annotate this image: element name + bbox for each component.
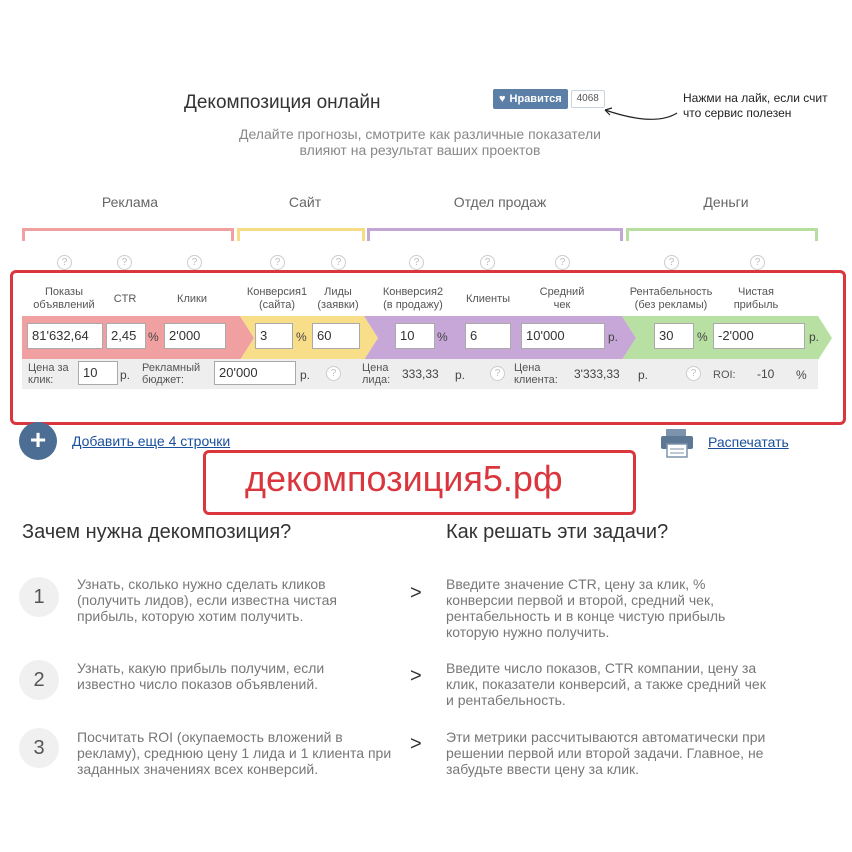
col-ctr: CTR — [113, 293, 137, 305]
help-icon[interactable]: ? — [480, 255, 495, 270]
cpc-label: Цена за клик: — [28, 362, 69, 386]
step-goal: Узнать, какую прибыль получим, если известно число показов объявлений. — [77, 660, 325, 692]
add-rows-icon[interactable]: + — [19, 422, 57, 460]
section-why-title: Зачем нужна декомпозиция? — [22, 521, 292, 543]
conv2-unit: % — [437, 330, 448, 344]
subtitle-line2: влияют на результат ваших проектов — [299, 142, 541, 158]
help-icon[interactable]: ? — [686, 366, 701, 381]
like-hint-line2: что сервис полезен — [683, 106, 792, 120]
like-widget[interactable] — [493, 89, 605, 109]
help-icon[interactable]: ? — [409, 255, 424, 270]
cpl-label: Цена лида: — [362, 362, 391, 386]
step-goal: Узнать, сколько нужно сделать кликов (получить лидов), если известна чистая прибыль, которую хотим получить. — [77, 576, 337, 624]
help-icon[interactable]: ? — [326, 366, 341, 381]
like-button[interactable] — [493, 89, 568, 109]
step-arrow: > — [410, 733, 422, 755]
like-hint-line1: Нажми на лайк, если счит — [683, 91, 828, 105]
group-label-money: Деньги — [703, 194, 749, 210]
clients-input[interactable]: 6 — [465, 323, 511, 349]
group-label-sales: Отдел продаж — [453, 194, 547, 210]
leads-input[interactable]: 60 — [312, 323, 360, 349]
heart-icon: ♥ — [499, 93, 506, 105]
step-goal: Посчитать ROI (окупаемость вложений в рекламу), среднюю цену 1 лида и 1 клиента при заданных значениях всех конверсий. — [77, 729, 392, 777]
cpl-value: 333,33 — [402, 367, 439, 381]
col-conv1: Конверсия1 (сайта) — [246, 286, 308, 311]
help-icon[interactable]: ? — [270, 255, 285, 270]
step-solution: Введите число показов, CTR компании, цену за клик, показатели конверсий, а также средний чек и рентабельность. — [446, 660, 766, 708]
bracket-ads — [22, 228, 234, 241]
like-count: 4068 — [571, 90, 605, 108]
ctr-input[interactable]: 2,45 — [106, 323, 146, 349]
bracket-sales — [367, 228, 623, 241]
step-solution: Введите значение CTR, цену за клик, % конверсии первой и второй, средний чек, рентабельность и в конце чистую прибыль которую нужно получить. — [446, 576, 726, 640]
col-net-profit: Чистая прибыль — [733, 286, 779, 311]
group-label-site: Сайт — [288, 194, 322, 210]
client-cost-label: Цена клиента: — [514, 362, 558, 386]
group-label-ads: Реклама — [101, 194, 159, 210]
step-number: 1 — [19, 577, 59, 617]
col-impressions: Показы объявлений — [33, 286, 95, 311]
help-icon[interactable]: ? — [750, 255, 765, 270]
col-avg-check: Средний чек — [539, 286, 585, 311]
step-solution: Эти метрики рассчитываются автоматически при решении первой или второй задачи. Главное, не забудьте ввести цену за клик. — [446, 729, 766, 777]
conv1-unit: % — [296, 330, 307, 344]
roi-unit: % — [796, 368, 807, 382]
cpc-input[interactable]: 10 — [78, 361, 118, 385]
help-icon[interactable]: ? — [117, 255, 132, 270]
section-how-title: Как решать эти задачи? — [446, 521, 669, 543]
impressions-input[interactable]: 81'632,64 — [27, 323, 103, 349]
help-icon[interactable]: ? — [57, 255, 72, 270]
budget-label: Рекламный бюджет: — [142, 362, 201, 386]
like-button-label: Нравится — [509, 93, 562, 105]
conv1-input[interactable]: 3 — [255, 323, 293, 349]
clicks-input[interactable]: 2'000 — [164, 323, 226, 349]
page-title: Декомпозиция онлайн — [184, 92, 381, 113]
subtitle-line1: Делайте прогнозы, смотрите как различные показатели — [239, 126, 601, 142]
step-arrow: > — [410, 582, 422, 604]
help-icon[interactable]: ? — [555, 255, 570, 270]
help-icon[interactable]: ? — [490, 366, 505, 381]
budget-unit: р. — [300, 368, 311, 382]
net-profit-unit: р. — [809, 330, 820, 344]
client-cost-unit: р. — [638, 368, 649, 382]
step-number: 2 — [19, 660, 59, 700]
help-icon[interactable]: ? — [187, 255, 202, 270]
print-link[interactable]: Распечатать — [708, 434, 789, 450]
conv2-input[interactable]: 10 — [395, 323, 435, 349]
step-number: 3 — [19, 728, 59, 768]
col-leads: Лиды (заявки) — [317, 286, 359, 311]
budget-input[interactable]: 20'000 — [214, 361, 296, 385]
cpc-unit: р. — [120, 368, 131, 382]
printer-icon[interactable] — [660, 428, 694, 458]
col-clients: Клиенты — [465, 293, 511, 305]
ctr-unit: % — [148, 330, 159, 344]
step-arrow: > — [410, 665, 422, 687]
avg-check-unit: р. — [608, 330, 619, 344]
bracket-site — [237, 228, 365, 241]
col-clicks: Клики — [177, 293, 207, 305]
roi-value: -10 — [757, 367, 775, 381]
add-rows-link[interactable]: Добавить еще 4 строчки — [72, 433, 231, 449]
avg-check-input[interactable]: 10'000 — [521, 323, 605, 349]
col-profitability: Рентабельность (без рекламы) — [629, 286, 713, 311]
profitability-unit: % — [697, 330, 708, 344]
help-icon[interactable]: ? — [331, 255, 346, 270]
cpl-unit: р. — [455, 368, 466, 382]
bracket-money — [626, 228, 818, 241]
domain-text: декомпозиция5.рф — [245, 458, 563, 499]
net-profit-input[interactable]: -2'000 — [713, 323, 805, 349]
client-cost-value: 3'333,33 — [574, 367, 620, 381]
roi-label: ROI: — [713, 369, 736, 381]
profitability-input[interactable]: 30 — [654, 323, 694, 349]
help-icon[interactable]: ? — [664, 255, 679, 270]
col-conv2: Конверсия2 (в продажу) — [382, 286, 444, 311]
